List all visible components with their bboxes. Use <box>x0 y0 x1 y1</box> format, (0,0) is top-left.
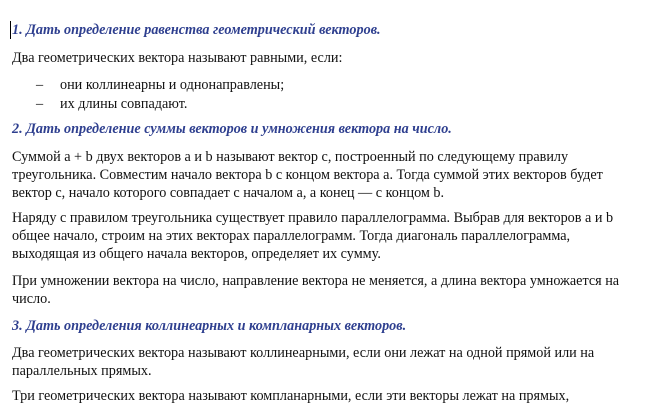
section-1-paragraph-1: Два геометрических вектора называют равными, если: <box>12 50 343 66</box>
section-3-paragraph-1: Два геометрических вектора называют коллинеарными, если они лежат на одной прямой или на параллельных прямых. <box>12 345 595 379</box>
bullet-marker: – <box>36 96 44 112</box>
section-2-paragraph-1: Суммой a + b двух векторов a и b называют вектор c, построенный по следующему правилу треугольника. Совместим начало вектора b с концом вектора a. Тогда суммой этих векторов будет вектор c, начало которого совпадает с началом a, а конец — с концом b. <box>12 149 603 201</box>
section-3-heading: 3. Дать определения коллинеарных и компланарных векторов. <box>12 318 407 334</box>
section-3-paragraph-2: Три геометрических вектора называют компланарными, если эти векторы лежат на прямых, <box>12 388 570 404</box>
text-cursor <box>10 21 11 39</box>
section-2-paragraph-2: Наряду с правилом треугольника существует правило параллелограмма. Выбрав для векторов a и b общее начало, строим на этих векторах параллелограмм. Тогда диагональ параллелограмма, выходящая из общего начала векторов, определяет их сумму. <box>12 210 614 262</box>
list-item-text: они коллинеарны и однонаправлены; <box>60 77 285 93</box>
section-2-heading: 2. Дать определение суммы векторов и умножения вектора на число. <box>12 121 452 137</box>
list-item-text: их длины совпадают. <box>60 96 188 112</box>
section-2-paragraph-3: При умножении вектора на число, направление вектора не меняется, а длина вектора умножается на число. <box>12 273 620 307</box>
section-1-heading: 1. Дать определение равенства геометрический векторов. <box>12 22 381 38</box>
bullet-marker: – <box>36 77 44 93</box>
